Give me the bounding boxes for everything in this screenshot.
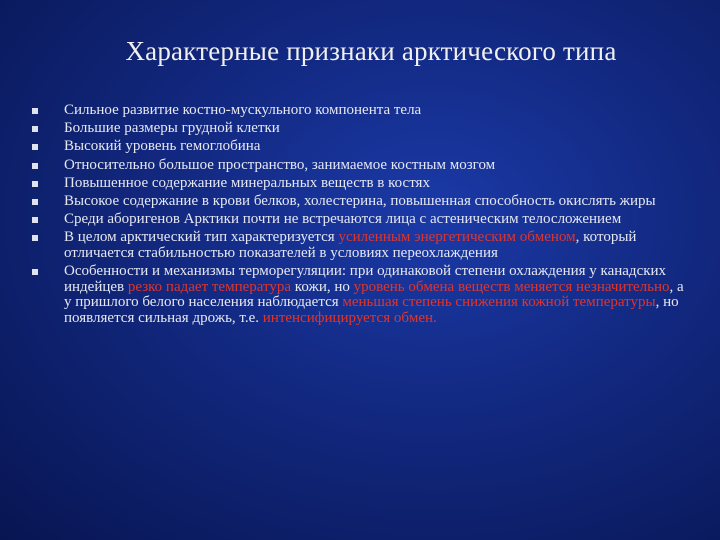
bullet-text: В целом арктический тип характеризуется — [64, 229, 339, 246]
square-bullet-icon — [32, 144, 38, 150]
bullet-text: , но появляется сильная дрожь, т.е. — [64, 294, 679, 326]
bullet-item — [30, 212, 690, 228]
bullet-text: Высокий уровень гемоглобина — [64, 138, 261, 155]
highlighted-text: усиленным энергетическим обменом — [338, 229, 576, 246]
bullet-text: Высокое содержание в крови белков, холестерина, повышенная способность окислять жиры — [64, 192, 656, 209]
bullet-text: Большие размеры грудной клетки — [64, 120, 280, 137]
bullet-text: Сильное развитие костно-мускульного компонента тела — [64, 102, 422, 118]
bullet-item — [30, 121, 690, 137]
bullet-item — [30, 139, 690, 155]
square-bullet-icon — [32, 217, 38, 223]
bullet-item — [30, 176, 690, 192]
bullet-text: Повышенное содержание минеральных веществ в костях — [64, 174, 430, 191]
square-bullet-icon — [32, 163, 38, 169]
bullet-item — [30, 158, 690, 174]
bullet-text: Особенности и механизмы терморегуляции: при одинаковой степени охлаждения у канадских индейцев — [64, 263, 667, 295]
bullet-item — [30, 230, 690, 261]
square-bullet-icon — [32, 199, 38, 205]
bullet-text: Относительно большое пространство, занимаемое костным мозгом — [64, 156, 496, 173]
bullet-text: Среди аборигенов Арктики почти не встречаются лица с астеническим телосложением — [64, 211, 622, 228]
bullet-item — [30, 194, 690, 210]
square-bullet-icon — [32, 269, 38, 275]
bullet-item — [30, 103, 690, 119]
bullet-list — [30, 103, 690, 329]
bullet-text: , а у пришлого белого населения наблюдается — [64, 278, 684, 311]
square-bullet-icon — [32, 235, 38, 241]
highlighted-text: меньшая степень снижения кожной температуры — [342, 294, 656, 311]
bullet-item — [30, 264, 690, 326]
square-bullet-icon — [32, 108, 38, 114]
highlighted-text: резко падает температура — [127, 278, 292, 295]
square-bullet-icon — [32, 181, 38, 187]
square-bullet-icon — [32, 126, 38, 132]
highlighted-text: интенсифицируется обмен. — [262, 309, 437, 326]
highlighted-text: уровень обмена веществ меняется незначительно — [353, 278, 670, 295]
bullet-text: кожи, но — [291, 278, 354, 295]
slide-title: Характерные признаки арктического типа — [125, 36, 617, 66]
bullet-text: , который отличается стабильностью показателей в условиях переохлаждения — [64, 229, 637, 261]
